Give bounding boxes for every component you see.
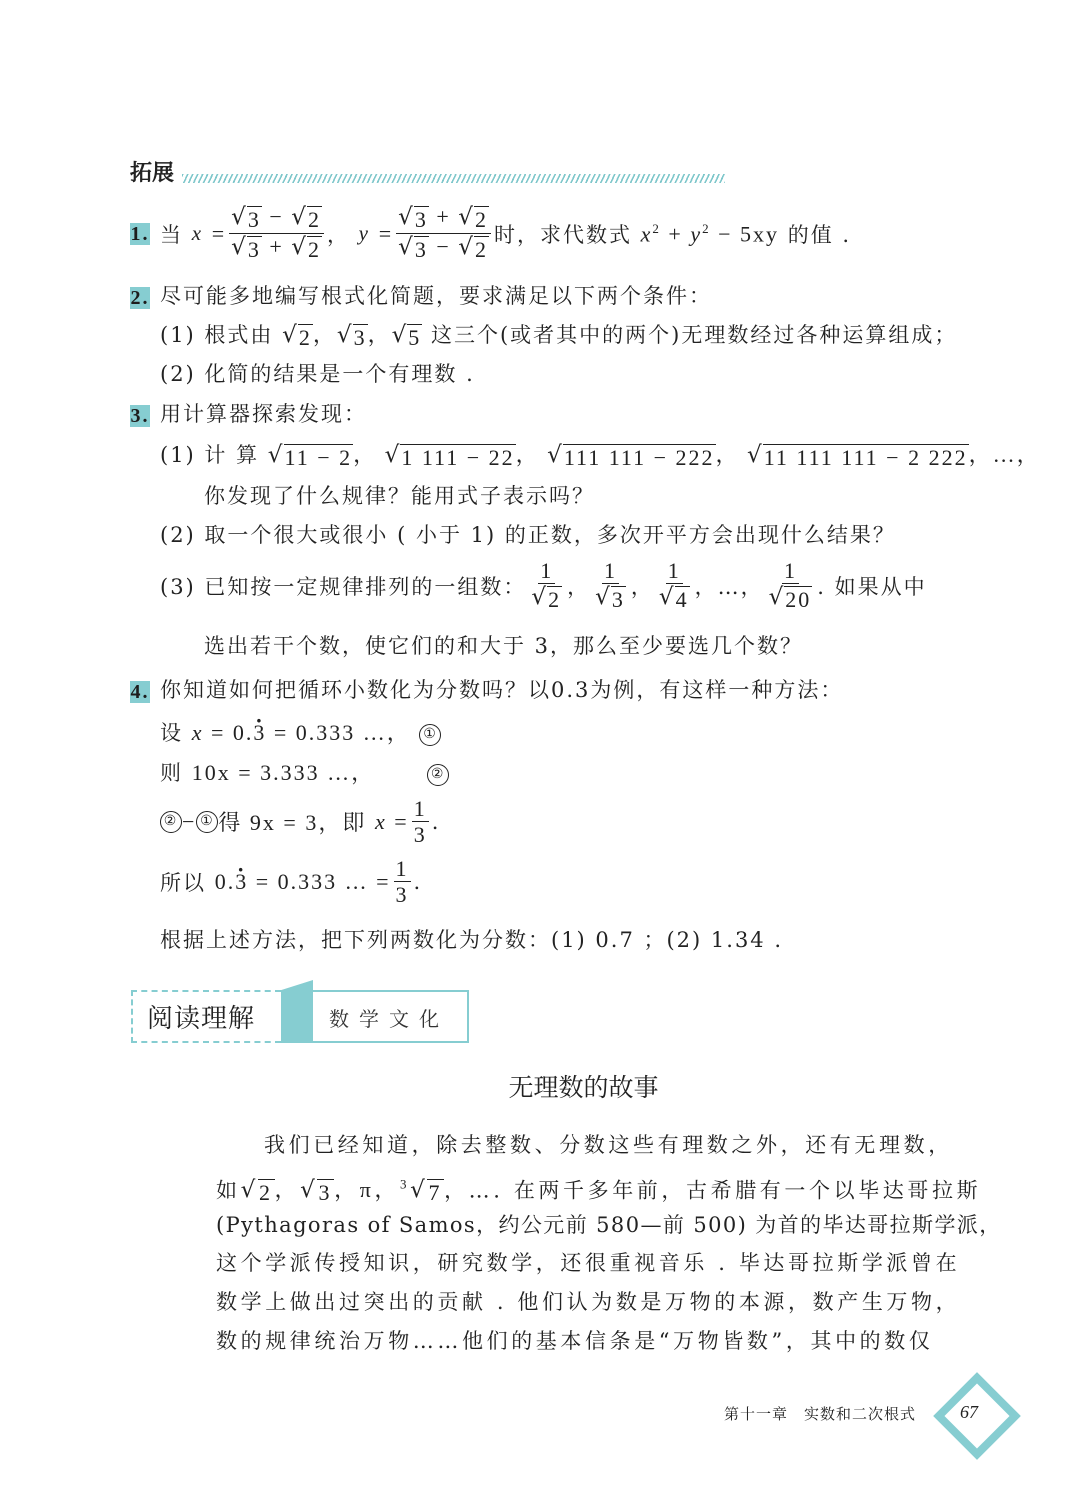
problem-4-line-1: 设 x = 0.· 3 = 0.333 …， ① [160,716,441,747]
circled-one: ① [196,811,218,833]
math: = 0.333 …， [273,720,411,745]
problem-2 [130,280,712,310]
fraction: $\frac{1}{3}$ [413,796,427,848]
math: = 0.333 … = [255,868,391,894]
text: 用计算器探索发现： [160,402,367,426]
story-line-6: 数的规律统治万物……他们的基本信条是“万物皆数”，其中的数仅 [216,1329,934,1353]
fraction: 1 √ 2 [531,558,562,613]
circled-two: ② [427,764,449,786]
fraction-x: √ 3 − √ 2 √ 3 + √ 2 [229,204,324,264]
text: 则 [160,761,183,785]
text: 所以 [160,870,206,895]
story-line-5: 数学上做出过突出的贡献 . 他们认为数是万物的本源，数产生万物， [216,1290,961,1314]
text: 尽可能多地编写根式化简题，要求满足以下两个条件： [160,284,712,308]
problem-3-sub-3b: 选出若干个数，使它们的和大于 3，那么至少要选几个数？ [204,634,804,658]
radicand: 11 − 2 [284,445,353,470]
banner-divider [281,980,313,1043]
math: 得 9x = 3，即 [218,810,367,836]
text: ，…， [968,442,1041,467]
text: 的值 . [787,222,852,247]
text: 设 [160,721,183,745]
chapter-footer: 第十一章 实数和二次根式 [724,1405,917,1423]
circled-two: ② [160,811,182,833]
problem-4-line-2 [160,756,449,787]
fraction: 1 √ 3 [595,558,625,613]
text: ，…， [694,574,764,599]
problem-number: 3. [130,404,150,427]
fraction: 1 √ 4 [658,558,689,613]
problem-number: 2. [130,286,150,309]
text: (1) 计 算 [160,443,260,467]
banner-title: 阅读理解 [147,1004,256,1034]
expr-tail: − 5xy [718,221,780,247]
fraction: 1 √ 20 [768,558,812,613]
eq: = [211,220,227,246]
text: 这三个(或者其中的两个)无理数经过各种运算组成； [430,323,958,347]
var-y: y [358,221,370,246]
page-number: 67 [960,1402,978,1422]
story-title: 无理数的故事 [508,1073,659,1102]
story-line-4: 这个学派传授知识，研究数学，还很重视音乐 . 毕达哥拉斯学派曾在 [216,1251,961,1275]
problem-4 [130,674,843,704]
text: . [413,869,423,894]
problem-1: 1. 当 x = √ 3 − √ 2 √ 3 + √ 2 ， y = √ 3 + √ 2 √ 3 − √ 2 时，求代数式 $x^2 + y^2 - 5xy$ 的值 . [130,204,852,263]
radicand: 1 111 − 22 [401,445,515,470]
reading-banner [131,990,467,1043]
section-title: 拓展 [130,161,175,186]
text: (3) 已知按一定规律排列的一组数： [160,574,527,599]
var-x: x [191,221,204,246]
text: (1) 根式由 [160,323,274,347]
radicand: 11 111 111 − 2 222 [763,445,968,470]
problem-4-line-4: 所以 0.· 3 = 0.333 … = $\frac{1}{3}$ . [160,856,422,908]
comma: ， [326,222,350,247]
fraction: $\frac{1}{3}$ [395,856,409,908]
problem-3-sub-1b: 你发现了什么规律？能用式子表示吗？ [204,484,595,508]
radicand: 111 111 − 222 [563,445,715,470]
problem-4-line-5: 根据上述方法，把下列两数化为分数：(1) 0.7 ；(2) 1.34 . [160,928,784,952]
story-line-2: 如 √ 2 ， √ 3 ，π，$^3$ √ 7 ，…. 在两千多年前，古希腊有一个以毕达哥拉斯 [216,1177,982,1206]
story-line-1: 我们已经知道，除去整数、分数这些有理数之外，还有无理数， [264,1133,953,1157]
problem-3-sub-1: (1) 计 算 √ 11 − 2 ， √ 1 111 − 22 ， √ 111 111 − 222 ， √ 11 111 111 − 2 222 ，…， [160,442,1041,470]
banner-subtitle: 数学文化 [329,1007,449,1031]
text: . 如果从中 [817,574,927,599]
text: ，…. 在两千多年前，古希腊有一个以毕达哥拉斯 [444,1178,982,1203]
problem-3-sub-3: (3) 已知按一定规律排列的一组数： 1 √ 2 ， 1 √ 3 ， 1 √ 4 ，…， 1 √ 20 . 如果从中 [160,558,927,613]
story-line-3: (Pythagoras of Samos，约公元前 580—前 500) 为首的毕达哥拉斯学派， [216,1213,1002,1237]
problem-3 [130,398,367,428]
text: 当 [160,222,183,247]
math: 10x = 3.333 …， [191,760,376,785]
text: 你知道如何把循环小数化为分数吗？以0.3为例，有这样一种方法： [160,678,844,702]
problem-3-sub-2: (2) 取一个很大或很小 ( 小于 1) 的正数，多次开平方会出现什么结果？ [160,523,896,547]
text: 时，求代数式 [493,222,632,247]
section-title-underline [182,174,725,183]
circled-one: ① [419,724,441,746]
minus: − [182,808,197,834]
problem-2-cond-2: (2) 化简的结果是一个有理数 . [160,362,475,386]
problem-number: 4. [130,680,150,703]
problem-4-line-3: ② − ① 得 9x = 3，即 x = $\frac{1}{3}$ . [160,796,440,848]
problem-2-cond-1: (1) 根式由 √ 2 ， √ 3 ， √ 5 这三个(或者其中的两个)无理数经过各种运算组成； [160,322,958,350]
text: . [431,809,441,834]
problem-number: 1. [130,222,150,245]
fraction-y: √ 3 + √ 2 √ 3 − √ 2 [396,204,491,264]
